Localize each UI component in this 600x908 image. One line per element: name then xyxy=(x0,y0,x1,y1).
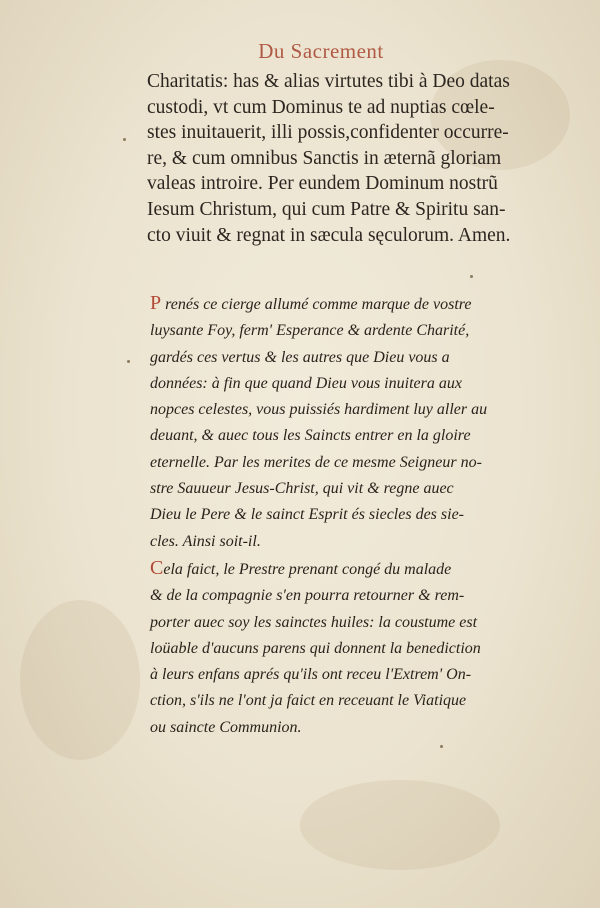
rubric-line: & de la compagnie s'en pourra retourner & rem- xyxy=(150,587,465,605)
french-line: eternelle. Par les merites de ce mesme Seigneur no- xyxy=(150,453,482,471)
french-line: données: à fin que quand Dieu vous inuitera aux xyxy=(150,374,462,392)
margin-mark xyxy=(470,275,473,278)
rubric-line: ction, s'ils ne l'ont ja faict en receuant le Viatique xyxy=(150,692,467,710)
rubric-line: à leurs enfans aprés qu'ils ont receu l'Extrem' On- xyxy=(150,666,472,684)
margin-mark xyxy=(123,138,126,141)
french-line: cles. Ainsi soit-il. xyxy=(150,532,261,550)
french-line: luysante Foy, ferm' Esperance & ardente Charité, xyxy=(150,322,470,340)
french-line: Dieu le Pere & le sainct Esprit és siecles des sie- xyxy=(150,506,464,524)
french-line: gardés ces vertus & les autres que Dieu vous a xyxy=(150,348,450,366)
latin-prayer xyxy=(147,69,511,248)
page-header xyxy=(0,39,600,64)
french-line xyxy=(150,290,472,318)
french-line: stre Sauueur Jesus-Christ, qui vit & regne auec xyxy=(150,480,454,498)
rubric-line: porter auec soy les sainctes huiles: la coustume est xyxy=(150,613,478,631)
paper-stain xyxy=(300,780,500,870)
latin-line: Iesum Christum, qui cum Patre & Spiritu san- xyxy=(147,198,506,220)
latin-line: re, & cum omnibus Sanctis in æternã gloriam xyxy=(147,147,502,169)
running-title: Du Sacrement xyxy=(258,39,384,63)
rubric-initial: P xyxy=(150,292,162,314)
latin-line: stes inuitauerit, illi possis,confidenter occurre- xyxy=(147,122,509,144)
rubric-initial: C xyxy=(150,556,164,579)
margin-mark xyxy=(440,745,443,748)
latin-line: valeas introire. Per eundem Dominum nostrũ xyxy=(147,173,498,195)
french-line-text: renés ce cierge allumé comme marque de vostre xyxy=(165,296,472,313)
french-line: nopces celestes, vous puissiés hardiment luy aller au xyxy=(150,401,488,419)
rubric-line-text: ela faict, le Prestre prenant congé du malade xyxy=(163,560,452,578)
rubric-line: ou saincte Communion. xyxy=(150,718,302,736)
latin-line: Charitatis: has & alias virtutes tibi à Deo datas xyxy=(147,71,510,92)
rubric-line: loüable d'aucuns parens qui donnent la benediction xyxy=(150,639,481,657)
french-prayer xyxy=(150,290,488,741)
latin-line: cto viuit & regnat in sæcula sęculorum. Amen. xyxy=(147,224,511,246)
latin-line: custodi, vt cum Dominus te ad nuptias cœle- xyxy=(147,96,495,118)
french-line: deuant, & auec tous les Saincts entrer en la gloire xyxy=(150,427,471,445)
margin-mark xyxy=(127,360,130,363)
paper-stain xyxy=(20,600,140,760)
rubric-line xyxy=(150,555,452,583)
